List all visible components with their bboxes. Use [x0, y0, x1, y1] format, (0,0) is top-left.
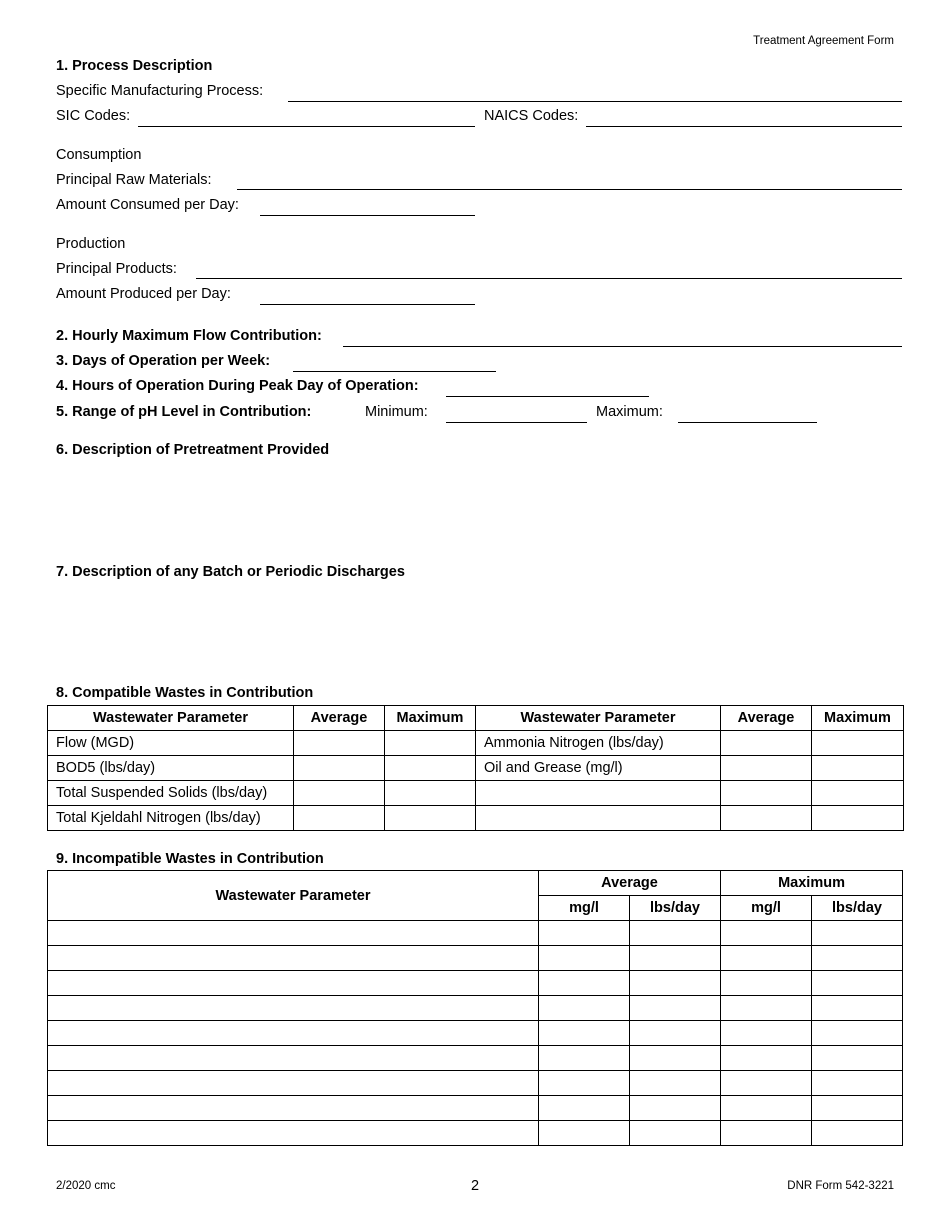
average-mgl-cell[interactable] [539, 996, 630, 1021]
maximum-mgl-cell[interactable] [721, 1046, 812, 1071]
hours-operation-field[interactable] [446, 396, 649, 397]
average-lbs-cell[interactable] [630, 971, 721, 996]
parameter-input-cell[interactable] [48, 1121, 539, 1146]
parameter-cell: Oil and Grease (mg/l) [476, 756, 721, 781]
maximum-lbs-cell[interactable] [812, 1021, 903, 1046]
days-operation-field[interactable] [293, 371, 496, 372]
average-input-cell[interactable] [721, 806, 812, 831]
header-wastewater-parameter: Wastewater Parameter [476, 706, 721, 731]
parameter-input-cell[interactable] [48, 1046, 539, 1071]
table-row [48, 781, 904, 806]
specific-process-label: Specific Manufacturing Process: [56, 83, 264, 99]
parameter-cell: Total Suspended Solids (lbs/day) [48, 781, 294, 806]
maximum-mgl-cell[interactable] [721, 1021, 812, 1046]
page-number: 2 [471, 1178, 480, 1194]
average-lbs-cell[interactable] [630, 1121, 721, 1146]
parameter-cell: Flow (MGD) [48, 731, 294, 756]
header-mgl: mg/l [539, 896, 630, 921]
naics-codes-label: NAICS Codes: [484, 108, 579, 124]
maximum-input-cell[interactable] [812, 756, 904, 781]
sic-codes-label: SIC Codes: [56, 108, 131, 124]
maximum-input-cell[interactable] [812, 731, 904, 756]
maximum-input-cell[interactable] [812, 781, 904, 806]
average-mgl-cell[interactable] [539, 1071, 630, 1096]
ph-minimum-label: Minimum: [365, 404, 428, 420]
average-lbs-cell[interactable] [630, 1071, 721, 1096]
average-mgl-cell[interactable] [539, 1046, 630, 1071]
principal-products-field[interactable] [196, 278, 902, 279]
compatible-wastes-table [47, 705, 904, 831]
average-lbs-cell[interactable] [630, 1046, 721, 1071]
maximum-input-cell[interactable] [385, 781, 476, 806]
maximum-lbs-cell[interactable] [812, 1071, 903, 1096]
header-maximum: Maximum [812, 706, 904, 731]
parameter-input-cell[interactable] [48, 921, 539, 946]
header-wastewater-parameter: Wastewater Parameter [48, 871, 539, 921]
section-1-heading: 1. Process Description [56, 58, 213, 74]
maximum-lbs-cell[interactable] [812, 996, 903, 1021]
maximum-mgl-cell[interactable] [721, 996, 812, 1021]
consumption-label: Consumption [56, 147, 142, 163]
average-mgl-cell[interactable] [539, 946, 630, 971]
average-mgl-cell[interactable] [539, 921, 630, 946]
raw-materials-field[interactable] [237, 189, 902, 190]
maximum-lbs-cell[interactable] [812, 971, 903, 996]
maximum-lbs-cell[interactable] [812, 1046, 903, 1071]
naics-codes-field[interactable] [586, 126, 902, 127]
header-average: Average [721, 706, 812, 731]
incompatible-table-body [48, 921, 903, 1146]
average-mgl-cell[interactable] [539, 971, 630, 996]
parameter-input-cell[interactable] [48, 1096, 539, 1121]
maximum-mgl-cell[interactable] [721, 1096, 812, 1121]
ph-maximum-label: Maximum: [596, 404, 663, 420]
footer-form-number: DNR Form 542-3221 [787, 1180, 894, 1192]
table-row [48, 921, 903, 946]
header-wastewater-parameter: Wastewater Parameter [48, 706, 294, 731]
maximum-input-cell[interactable] [385, 756, 476, 781]
specific-process-field[interactable] [288, 101, 902, 102]
maximum-input-cell[interactable] [385, 806, 476, 831]
table-row [48, 1021, 903, 1046]
production-label: Production [56, 236, 126, 252]
form-title: Treatment Agreement Form [753, 35, 894, 47]
average-input-cell[interactable] [294, 781, 385, 806]
average-lbs-cell[interactable] [630, 1096, 721, 1121]
section-8-heading: 8. Compatible Wastes in Contribution [56, 685, 314, 701]
table-header-row [48, 706, 904, 731]
maximum-mgl-cell[interactable] [721, 1121, 812, 1146]
parameter-input-cell[interactable] [48, 971, 539, 996]
table-row [48, 1096, 903, 1121]
header-maximum: Maximum [721, 871, 903, 896]
raw-materials-label: Principal Raw Materials: [56, 172, 212, 188]
table-row [48, 1046, 903, 1071]
parameter-cell: BOD5 (lbs/day) [48, 756, 294, 781]
maximum-mgl-cell[interactable] [721, 946, 812, 971]
average-input-cell[interactable] [721, 781, 812, 806]
header-average: Average [539, 871, 721, 896]
average-mgl-cell[interactable] [539, 1121, 630, 1146]
table-row [48, 1071, 903, 1096]
principal-products-label: Principal Products: [56, 261, 177, 277]
amount-produced-label: Amount Produced per Day: [56, 286, 231, 302]
amount-consumed-field[interactable] [260, 215, 475, 216]
average-input-cell[interactable] [294, 731, 385, 756]
parameter-input-cell[interactable] [48, 996, 539, 1021]
parameter-input-cell[interactable] [48, 946, 539, 971]
sic-codes-field[interactable] [138, 126, 475, 127]
hours-operation-label: 4. Hours of Operation During Peak Day of Operation: [56, 378, 419, 394]
average-mgl-cell[interactable] [539, 1021, 630, 1046]
table-row [48, 1121, 903, 1146]
maximum-input-cell[interactable] [385, 731, 476, 756]
table-row [48, 996, 903, 1021]
ph-range-label: 5. Range of pH Level in Contribution: [56, 404, 312, 420]
average-input-cell[interactable] [294, 806, 385, 831]
average-input-cell[interactable] [721, 731, 812, 756]
maximum-lbs-cell[interactable] [812, 921, 903, 946]
average-input-cell[interactable] [721, 756, 812, 781]
parameter-input-cell[interactable] [48, 1071, 539, 1096]
maximum-mgl-cell[interactable] [721, 1071, 812, 1096]
parameter-cell: Total Kjeldahl Nitrogen (lbs/day) [48, 806, 294, 831]
average-lbs-cell[interactable] [630, 946, 721, 971]
header-average: Average [294, 706, 385, 731]
ph-maximum-field[interactable] [678, 422, 817, 423]
header-lbs-day: lbs/day [812, 896, 903, 921]
parameter-cell: Ammonia Nitrogen (lbs/day) [476, 731, 721, 756]
table-header-row [48, 871, 903, 896]
table-row [48, 731, 904, 756]
maximum-lbs-cell[interactable] [812, 1121, 903, 1146]
table-row [48, 806, 904, 831]
hourly-max-flow-label: 2. Hourly Maximum Flow Contribution: [56, 328, 322, 344]
parameter-input-cell[interactable] [476, 781, 721, 806]
hourly-max-flow-field[interactable] [343, 346, 902, 347]
amount-produced-field[interactable] [260, 304, 475, 305]
section-7-heading: 7. Description of any Batch or Periodic Discharges [56, 564, 405, 580]
header-mgl: mg/l [721, 896, 812, 921]
table-row [48, 946, 903, 971]
average-lbs-cell[interactable] [630, 996, 721, 1021]
footer-revision: 2/2020 cmc [56, 1180, 116, 1192]
average-lbs-cell[interactable] [630, 1021, 721, 1046]
incompatible-wastes-table [47, 870, 903, 1146]
section-9-heading: 9. Incompatible Wastes in Contribution [56, 851, 324, 867]
days-operation-label: 3. Days of Operation per Week: [56, 353, 271, 369]
header-maximum: Maximum [385, 706, 476, 731]
average-lbs-cell[interactable] [630, 921, 721, 946]
header-lbs-day: lbs/day [630, 896, 721, 921]
amount-consumed-label: Amount Consumed per Day: [56, 197, 239, 213]
maximum-mgl-cell[interactable] [721, 921, 812, 946]
maximum-input-cell[interactable] [812, 806, 904, 831]
parameter-input-cell[interactable] [476, 806, 721, 831]
parameter-input-cell[interactable] [48, 1021, 539, 1046]
ph-minimum-field[interactable] [446, 422, 587, 423]
maximum-mgl-cell[interactable] [721, 971, 812, 996]
section-6-heading: 6. Description of Pretreatment Provided [56, 442, 330, 458]
maximum-lbs-cell[interactable] [812, 946, 903, 971]
average-input-cell[interactable] [294, 756, 385, 781]
average-mgl-cell[interactable] [539, 1096, 630, 1121]
maximum-lbs-cell[interactable] [812, 1096, 903, 1121]
table-row [48, 971, 903, 996]
table-row [48, 756, 904, 781]
